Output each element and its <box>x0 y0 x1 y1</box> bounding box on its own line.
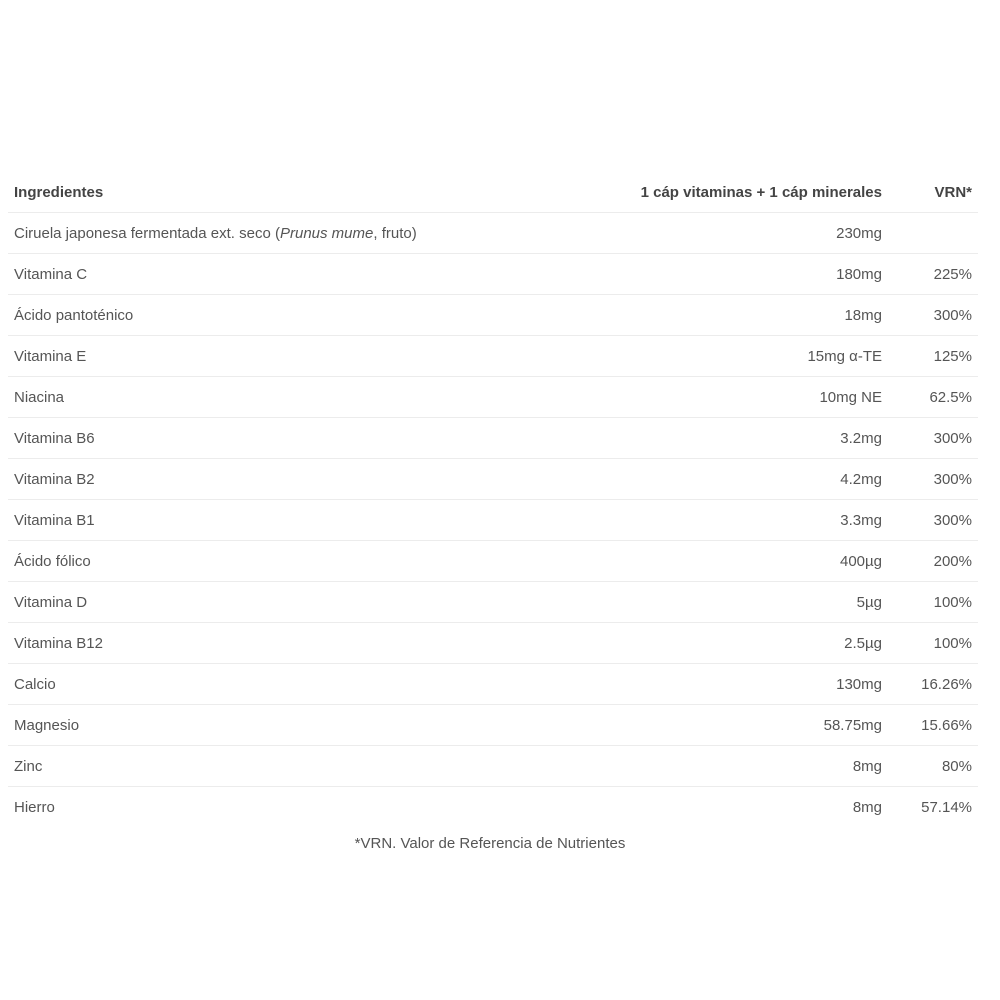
ingredient-name <box>8 213 618 254</box>
ingredient-name: Calcio <box>8 664 618 705</box>
header-amount: 1 cáp vitaminas + 1 cáp minerales <box>618 173 888 213</box>
table-row <box>8 213 978 254</box>
ingredient-name: Vitamina B2 <box>8 459 618 500</box>
ingredient-name: Hierro <box>14 798 55 816</box>
table-row <box>8 541 978 582</box>
ingredient-vrn: 16.26% <box>888 664 978 705</box>
nutrition-table <box>8 173 978 827</box>
table-row <box>8 746 978 787</box>
ingredient-vrn: 125% <box>888 336 978 377</box>
ingredient-amount: 2.5µg <box>618 623 888 664</box>
ingredient-name: Vitamina B6 <box>8 418 618 459</box>
ingredient-vrn: 62.5% <box>888 377 978 418</box>
ingredient-name: Zinc <box>8 746 618 787</box>
ingredient-amount: 8mg <box>852 798 882 816</box>
ingredient-name: Niacina <box>8 377 618 418</box>
table-row <box>8 623 978 664</box>
ingredient-amount: 10mg NE <box>618 377 888 418</box>
ingredient-vrn: 200% <box>888 541 978 582</box>
ingredient-name-part: Ciruela japonesa fermentada ext. seco ( <box>14 224 280 242</box>
ingredient-amount: 400µg <box>618 541 888 582</box>
ingredient-amount: 180mg <box>618 254 888 295</box>
ingredient-vrn: 300% <box>888 459 978 500</box>
ingredient-amount: 130mg <box>618 664 888 705</box>
table-row <box>8 705 978 746</box>
nutrition-table-container <box>8 173 978 827</box>
footnote: *VRN. Valor de Referencia de Nutrientes <box>354 835 626 852</box>
ingredient-vrn: 57.14% <box>921 798 972 816</box>
ingredient-vrn: 15.66% <box>888 705 978 746</box>
ingredient-name: Vitamina E <box>8 336 618 377</box>
ingredient-vrn: 80% <box>888 746 978 787</box>
ingredient-amount: 15mg α-TE <box>618 336 888 377</box>
ingredient-amount: 18mg <box>618 295 888 336</box>
table-row <box>8 377 978 418</box>
table-row <box>8 336 978 377</box>
ingredient-name: Ácido fólico <box>8 541 618 582</box>
table-row <box>8 664 978 705</box>
table-row <box>8 418 978 459</box>
ingredient-vrn: 300% <box>888 418 978 459</box>
table-row <box>8 787 978 828</box>
ingredient-vrn: 300% <box>888 295 978 336</box>
ingredient-name-part: , fruto) <box>373 224 417 242</box>
ingredient-name: Vitamina D <box>8 582 618 623</box>
ingredient-amount: 3.2mg <box>618 418 888 459</box>
ingredient-amount: 5µg <box>618 582 888 623</box>
ingredient-vrn: 100% <box>888 623 978 664</box>
ingredient-amount: 8mg <box>618 746 888 787</box>
table-row <box>8 582 978 623</box>
ingredient-vrn <box>888 213 978 254</box>
header-vrn: VRN* <box>888 173 978 213</box>
table-row <box>8 459 978 500</box>
table-row <box>8 295 978 336</box>
table-row <box>8 500 978 541</box>
ingredient-name: Magnesio <box>8 705 618 746</box>
table-header-row <box>8 173 978 213</box>
ingredient-vrn: 225% <box>888 254 978 295</box>
ingredient-vrn: 100% <box>888 582 978 623</box>
ingredient-amount: 4.2mg <box>618 459 888 500</box>
ingredient-name: Ácido pantoténico <box>8 295 618 336</box>
ingredient-name-italic: Prunus mume <box>279 224 374 242</box>
ingredient-amount: 3.3mg <box>618 500 888 541</box>
table-row <box>8 254 978 295</box>
ingredient-amount: 230mg <box>618 213 888 254</box>
ingredient-name: Vitamina C <box>8 254 618 295</box>
header-ingredients: Ingredientes <box>8 173 618 213</box>
ingredient-vrn: 300% <box>888 500 978 541</box>
ingredient-name: Vitamina B12 <box>8 623 618 664</box>
ingredient-name: Vitamina B1 <box>8 500 618 541</box>
ingredient-amount: 58.75mg <box>618 705 888 746</box>
